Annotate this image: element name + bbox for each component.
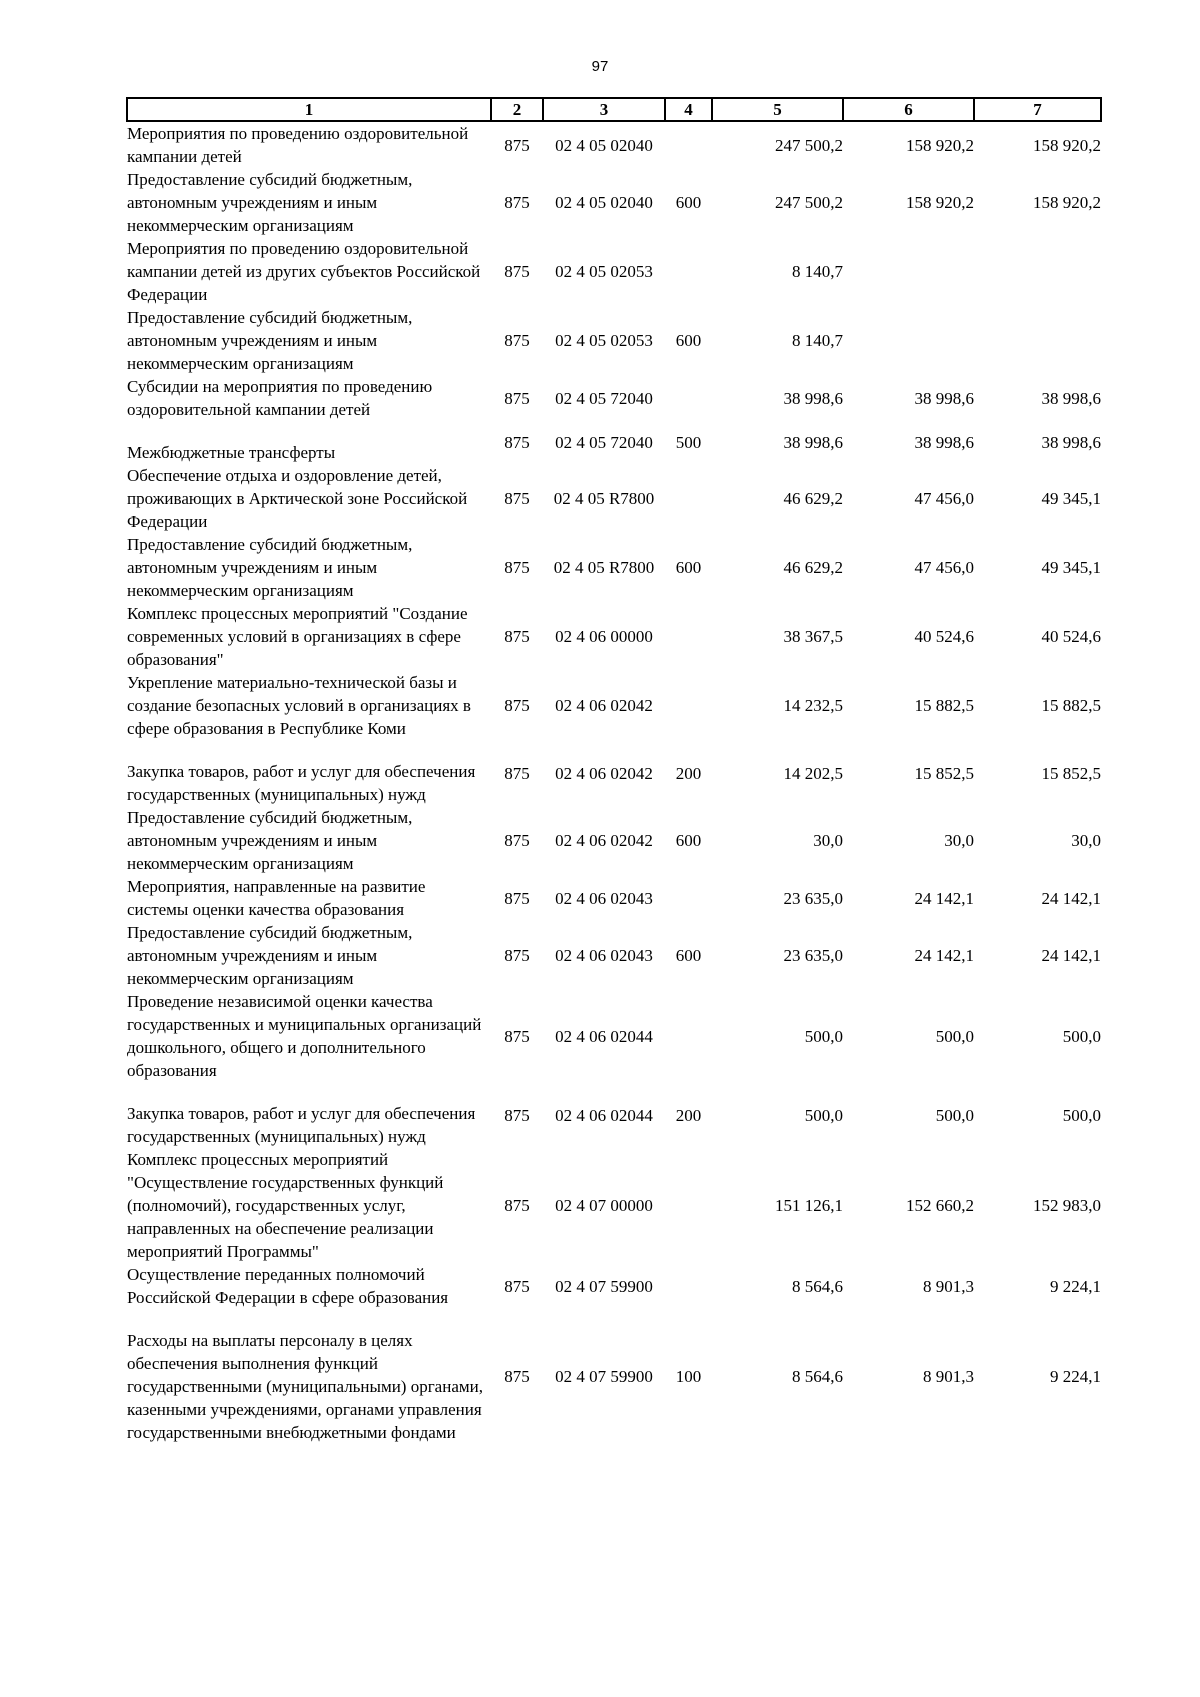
row-value-6: 38 998,6 <box>914 388 974 408</box>
row-type <box>665 1263 712 1309</box>
row-code: 02 4 05 R7800 <box>553 489 655 508</box>
row-value-6: 24 142,1 <box>914 888 974 908</box>
row-value-7: 24 142,1 <box>1041 946 1101 965</box>
row-code: 02 4 05 02040 <box>555 135 653 155</box>
row-code: 02 4 07 00000 <box>555 1196 653 1215</box>
row-value-6: 152 660,2 <box>906 1196 974 1215</box>
table-row <box>127 1148 1101 1263</box>
row-value-6 <box>843 306 974 375</box>
row-ministry: 875 <box>504 489 530 508</box>
row-ministry: 875 <box>504 193 530 212</box>
row-value-7: 152 983,0 <box>1033 1196 1101 1215</box>
table-row <box>127 168 1101 237</box>
row-value-5: 38 367,5 <box>783 627 843 646</box>
row-code: 02 4 05 02053 <box>555 262 653 281</box>
row-value-5: 151 126,1 <box>775 1196 843 1215</box>
row-value-5: 8 564,6 <box>792 1367 843 1386</box>
column-header-5: 5 <box>712 98 843 121</box>
row-value-6: 15 852,5 <box>914 763 974 783</box>
row-name: Предоставление субсидий бюджетным, автономным учреждениям и иным некоммерческим организациям <box>127 923 413 988</box>
row-ministry: 875 <box>504 262 530 281</box>
row-type: 500 <box>675 433 702 452</box>
row-code: 02 4 06 02043 <box>555 888 653 908</box>
row-value-5: 247 500,2 <box>775 193 843 212</box>
row-value-7: 49 345,1 <box>1041 558 1101 577</box>
row-value-5: 500,0 <box>804 1105 843 1125</box>
row-value-5: 8 140,7 <box>792 262 843 281</box>
row-ministry: 875 <box>504 831 530 850</box>
row-name: Предоставление субсидий бюджетным, автономным учреждениям и иным некоммерческим организациям <box>127 535 413 600</box>
row-code: 02 4 05 R7800 <box>553 558 655 577</box>
row-type: 600 <box>675 946 702 965</box>
row-value-6: 38 998,6 <box>914 433 974 452</box>
row-value-5: 38 998,6 <box>783 388 843 408</box>
row-value-6: 24 142,1 <box>914 946 974 965</box>
row-type: 200 <box>675 1105 702 1125</box>
row-name: Субсидии на мероприятия по проведению оздоровительной кампании детей <box>127 377 433 419</box>
row-type: 600 <box>675 558 702 577</box>
row-value-7: 500,0 <box>1062 1105 1101 1125</box>
row-name: Комплекс процессных мероприятий "Осуществление государственных функций (полномочий), государственных услуг, направленных на обеспечение реализации мероприятий Программы" <box>127 1150 444 1261</box>
column-header-4: 4 <box>665 98 712 121</box>
row-code: 02 4 07 59900 <box>555 1276 653 1296</box>
row-value-5: 500,0 <box>804 1026 843 1046</box>
table-row <box>127 671 1101 740</box>
row-value-7: 15 882,5 <box>1041 696 1101 715</box>
row-value-7: 40 524,6 <box>1041 627 1101 646</box>
table-row <box>127 464 1101 533</box>
row-type <box>665 375 712 421</box>
row-value-6: 47 456,0 <box>914 558 974 577</box>
row-code: 02 4 05 02040 <box>555 193 653 212</box>
table-row <box>127 875 1101 921</box>
row-name: Обеспечение отдыха и оздоровление детей, проживающих в Арктической зоне Российской Федерации <box>127 466 468 531</box>
row-name: Мероприятия, направленные на развитие системы оценки качества образования <box>127 877 426 919</box>
row-value-5: 46 629,2 <box>783 489 843 508</box>
row-value-5: 8 140,7 <box>792 331 843 350</box>
table-row <box>127 121 1101 168</box>
row-ministry: 875 <box>504 331 530 350</box>
row-name: Комплекс процессных мероприятий "Создание современных условий в организациях в сфере образования" <box>127 604 468 669</box>
row-name: Предоставление субсидий бюджетным, автономным учреждениям и иным некоммерческим организациям <box>127 308 413 373</box>
row-value-6: 8 901,3 <box>923 1276 974 1296</box>
row-type <box>665 237 712 306</box>
row-ministry: 875 <box>504 763 530 783</box>
row-ministry: 875 <box>504 558 530 577</box>
row-name: Предоставление субсидий бюджетным, автономным учреждениям и иным некоммерческим организациям <box>127 808 413 873</box>
row-value-5: 23 635,0 <box>783 946 843 965</box>
row-name: Предоставление субсидий бюджетным, автономным учреждениям и иным некоммерческим организациям <box>127 170 413 235</box>
row-code: 02 4 06 02044 <box>555 1026 653 1046</box>
row-value-5: 46 629,2 <box>783 558 843 577</box>
table-row <box>127 375 1101 421</box>
row-value-7 <box>974 306 1101 375</box>
row-type <box>665 121 712 168</box>
row-ministry: 875 <box>504 1105 530 1125</box>
row-type <box>665 990 712 1082</box>
row-value-7: 9 224,1 <box>1050 1367 1101 1386</box>
row-code: 02 4 06 02043 <box>555 946 653 965</box>
column-header-3: 3 <box>543 98 665 121</box>
row-ministry: 875 <box>504 135 530 155</box>
row-value-6: 30,0 <box>944 831 974 850</box>
page-number: 97 <box>591 58 609 75</box>
row-value-7: 9 224,1 <box>1050 1276 1101 1296</box>
row-type: 600 <box>675 831 702 850</box>
row-value-6: 8 901,3 <box>923 1367 974 1386</box>
row-type: 600 <box>675 331 702 350</box>
row-value-7: 158 920,2 <box>1033 135 1101 155</box>
row-code: 02 4 06 02042 <box>555 763 653 783</box>
row-ministry: 875 <box>504 1276 530 1296</box>
row-ministry: 875 <box>504 696 530 715</box>
table-row <box>127 1309 1101 1444</box>
column-header-2: 2 <box>491 98 543 121</box>
row-value-7: 49 345,1 <box>1041 489 1101 508</box>
row-name: Закупка товаров, работ и услуг для обеспечения государственных (муниципальных) нужд <box>127 1104 476 1146</box>
row-value-5: 38 998,6 <box>783 433 843 452</box>
row-name: Расходы на выплаты персоналу в целях обеспечения выполнения функций государственными (муниципальными) органами, казенными учреждениями, органами управления государственными внебюджетными фондами <box>127 1331 483 1442</box>
row-ministry: 875 <box>504 888 530 908</box>
header-row <box>127 98 1101 121</box>
row-value-5: 23 635,0 <box>783 888 843 908</box>
row-code: 02 4 06 02042 <box>555 696 653 715</box>
table-row <box>127 602 1101 671</box>
column-header-6: 6 <box>843 98 974 121</box>
row-ministry: 875 <box>504 1026 530 1046</box>
row-value-7: 30,0 <box>1071 831 1101 850</box>
row-type: 100 <box>675 1367 702 1386</box>
row-type: 600 <box>675 193 702 212</box>
row-value-6: 47 456,0 <box>914 489 974 508</box>
row-value-5: 247 500,2 <box>775 135 843 155</box>
row-type <box>665 464 712 533</box>
table-row <box>127 1263 1101 1309</box>
row-type <box>665 1148 712 1263</box>
row-name: Проведение независимой оценки качества государственных и муниципальных организаций дошкольного, общего и дополнительного образования <box>127 992 482 1080</box>
row-code: 02 4 05 72040 <box>555 388 653 408</box>
table-row <box>127 921 1101 990</box>
row-value-5: 14 202,5 <box>783 763 843 783</box>
row-value-6 <box>843 237 974 306</box>
row-value-6: 158 920,2 <box>906 193 974 212</box>
row-code: 02 4 07 59900 <box>555 1367 653 1386</box>
row-value-6: 40 524,6 <box>914 627 974 646</box>
row-ministry: 875 <box>504 433 530 452</box>
row-name: Мероприятия по проведению оздоровительной кампании детей <box>127 124 469 166</box>
row-value-6: 500,0 <box>935 1105 974 1125</box>
row-value-7: 38 998,6 <box>1041 433 1101 452</box>
table-row <box>127 990 1101 1082</box>
row-code: 02 4 06 00000 <box>555 627 653 646</box>
row-value-7: 38 998,6 <box>1041 388 1101 408</box>
row-ministry: 875 <box>504 946 530 965</box>
table-row <box>127 533 1101 602</box>
row-type: 200 <box>675 763 702 783</box>
row-type <box>665 671 712 740</box>
row-name: Закупка товаров, работ и услуг для обеспечения государственных (муниципальных) нужд <box>127 762 476 804</box>
row-code: 02 4 05 02053 <box>555 331 653 350</box>
row-ministry: 875 <box>504 627 530 646</box>
column-header-1: 1 <box>127 98 491 121</box>
row-name: Укрепление материально-технической базы и создание безопасных условий в организациях в сфере образования в Республике Коми <box>127 673 471 738</box>
row-value-7: 24 142,1 <box>1041 888 1101 908</box>
table-row <box>127 740 1101 806</box>
row-code: 02 4 06 02042 <box>555 831 653 850</box>
row-value-7: 500,0 <box>1062 1026 1101 1046</box>
table-row <box>127 806 1101 875</box>
table-row <box>127 237 1101 306</box>
row-value-5: 8 564,6 <box>792 1276 843 1296</box>
row-name: Осуществление переданных полномочий Российской Федерации в сфере образования <box>127 1265 449 1307</box>
row-ministry: 875 <box>504 388 530 408</box>
table-row <box>127 421 1101 464</box>
column-header-7: 7 <box>974 98 1101 121</box>
row-value-7 <box>974 237 1101 306</box>
row-value-5: 30,0 <box>813 831 843 850</box>
row-value-6: 158 920,2 <box>906 135 974 155</box>
row-value-6: 500,0 <box>935 1026 974 1046</box>
table-row <box>127 1082 1101 1148</box>
table-row <box>127 306 1101 375</box>
budget-table <box>126 97 1102 1444</box>
row-value-7: 158 920,2 <box>1033 193 1101 212</box>
row-code: 02 4 06 02044 <box>555 1105 653 1125</box>
row-value-7: 15 852,5 <box>1041 763 1101 783</box>
row-value-6: 15 882,5 <box>914 696 974 715</box>
row-code: 02 4 05 72040 <box>555 433 653 452</box>
row-type <box>665 875 712 921</box>
row-name: Мероприятия по проведению оздоровительной кампании детей из других субъектов Российской Федерации <box>127 239 481 304</box>
row-ministry: 875 <box>504 1367 530 1386</box>
row-value-5: 14 232,5 <box>783 696 843 715</box>
row-type <box>665 602 712 671</box>
row-ministry: 875 <box>504 1196 530 1215</box>
row-name: Межбюджетные трансферты <box>127 443 336 462</box>
